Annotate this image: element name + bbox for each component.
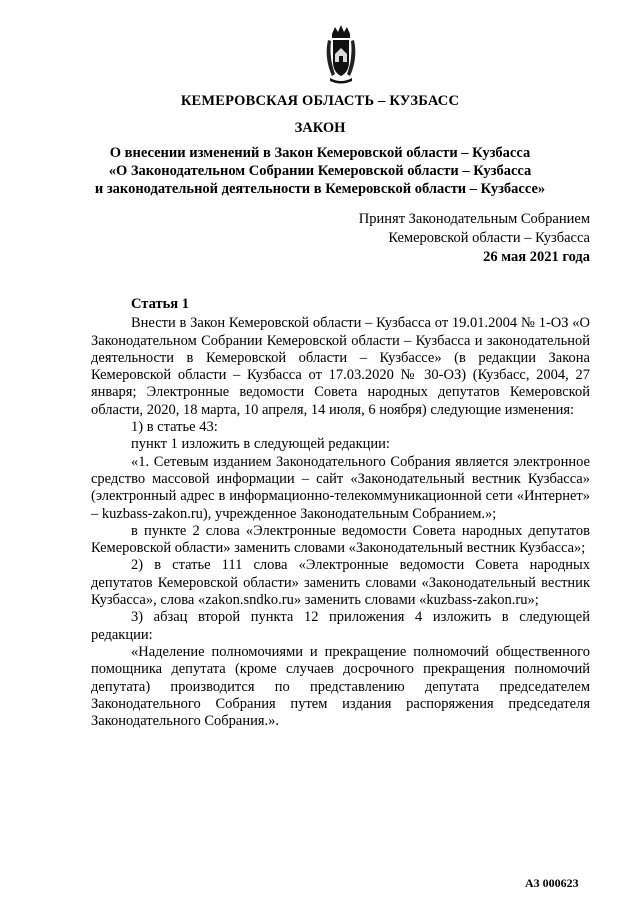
law-title (0, 144, 640, 198)
adoption-block (359, 210, 590, 267)
article-paragraph: 2) в статье 111 слова «Электронные ведомости Совета народных депутатов Кемеровской области» заменить словами «Законодательный вестник Кузбасса», слова «zakon.sndko.ru» заменить словами «kuzbass-zakon.ru»; (91, 557, 590, 609)
article-heading: Статья 1 (131, 296, 189, 312)
article-body (91, 296, 590, 730)
article-paragraph: Внести в Закон Кемеровской области – Кузбасса от 19.01.2004 № 1-ОЗ «О Законодательном Собрании Кемеровской области – Кузбасса и законодательной деятельности в Кемеровской области – Кузбассе» (в редакции Закона Кемеровской области – Кузбасса от 17.03.2020 № 30-ОЗ) (Кузбасс, 2004, 27 января; Электронные ведомости Совета народных депутатов Кемеровской области, 2020, 18 марта, 10 апреля, 14 июля, 6 ноября) следующие изменения: (91, 315, 590, 418)
document-type: ЗАКОН (294, 120, 346, 136)
law-title-line: и законодательной деятельности в Кемеровской области – Кузбассе» (94, 181, 546, 197)
article-paragraph: пункт 1 изложить в следующей редакции: (131, 436, 390, 453)
coat-of-arms-icon (322, 24, 360, 84)
form-code: А3 000623 (525, 876, 579, 890)
law-title-line: «О Законодательном Собрании Кемеровской области – Кузбасса (108, 163, 532, 179)
law-title-line: О внесении изменений в Закон Кемеровской области – Кузбасса (109, 145, 531, 161)
article-paragraph: в пункте 2 слова «Электронные ведомости Совета народных депутатов Кемеровской области» заменить словами «Законодательный вестник Кузбасса»; (91, 522, 590, 557)
region-heading: КЕМЕРОВСКАЯ ОБЛАСТЬ – КУЗБАСС (180, 93, 460, 109)
article-paragraph: 3) абзац второй пункта 12 приложения 4 изложить в следующей редакции: (91, 609, 590, 643)
article-paragraph: «Наделение полномочиями и прекращение полномочий общественного помощника депутата (кроме случаев досрочного прекращения полномочий депутата) производится по представлению депутата председателем Законодательного Собрания путем издания распоряжения председателя Законодательного Собрания.». (91, 643, 590, 730)
adoption-line: Кемеровской области – Кузбасса (388, 230, 590, 246)
adoption-line: Принят Законодательным Собранием (358, 211, 590, 227)
article-paragraph: «1. Сетевым изданием Законодательного Собрания является электронное средство массовой информации – сайт «Законодательный вестник Кузбасса» (электронный адрес в информационно-телекоммуникационной сети «Интернет» – kuzbass-zakon.ru), учрежденное Законодательным Собранием.»; (91, 453, 590, 522)
article-paragraph: 1) в статье 43: (131, 419, 218, 436)
adoption-date: 26 мая 2021 года (483, 249, 590, 265)
